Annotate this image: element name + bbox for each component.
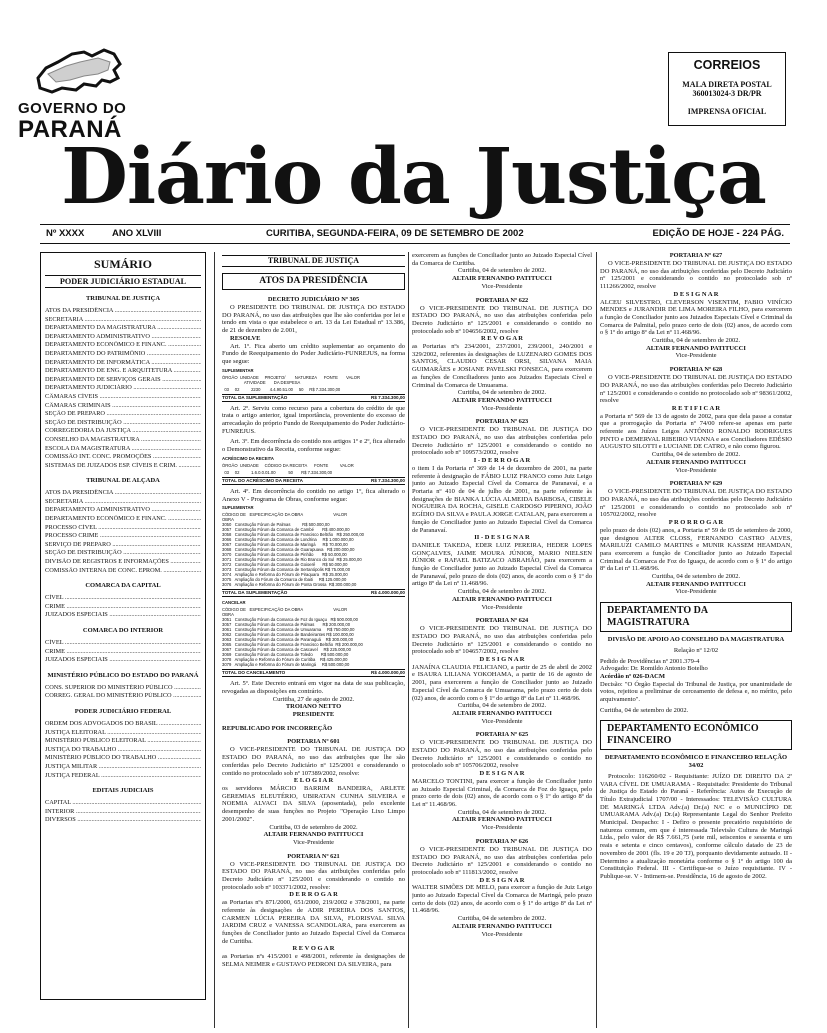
signer-altair: ALTAIR FERNANDO PATITUCCI xyxy=(646,344,746,352)
table3-total xyxy=(222,589,405,597)
portaria-622-date: Curitiba, 04 de setembro de 2002. xyxy=(457,389,547,397)
toc-item[interactable]: CRIME ..... xyxy=(45,648,201,657)
toc-item[interactable]: CORREGEDORIA DA JUSTIÇA ..... xyxy=(45,427,201,436)
toc-item[interactable]: DEPARTAMENTO DE INFORMÁTICA ..... xyxy=(45,359,201,368)
table4-label: CANCELAR xyxy=(222,600,246,606)
pedido-providencias: Pedido de Providências nº 2001.379-4 xyxy=(600,657,700,665)
decreto-title: DECRETO JUDICIÁRIO Nº 305 xyxy=(267,296,360,303)
portaria-601-text2: os servidores MÁRCIO BARRIM BANDEIRA, ARLETE GEREMIAS ELEUTÉRIO, UBIRATAN CUNHA SILVEIRA e NOEMIA ALVACI DA SILVA (aposentada), pelo excelente desempenho de suas funções no Projeto "Operação Lixo Limpo 2001/2002". xyxy=(222,784,405,823)
table-of-contents xyxy=(45,295,201,825)
dept-economico-subtitle: DEPARTAMENTO ECONÔMICO E FINANCEIRO RELAÇÃO 34/02 xyxy=(604,754,788,770)
table2-total-value: R$ 7.334.300,00 xyxy=(371,477,405,483)
toc-item[interactable]: ATOS DA PRESIDÊNCIA ..... xyxy=(45,307,201,316)
portaria-601-word: E L O G I A R xyxy=(293,777,334,785)
decreto-intro: O PRESIDENTE DO TRIBUNAL DE JUSTIÇA DO ESTADO DO PARANÁ, no uso das atribuições que lhe são conferidas por lei e tendo em vista o que estabelece o art. 13 da Lei Estadual nº 13.386, de 21 de dezembro de 2.001, xyxy=(222,304,405,335)
toc-item[interactable]: CRIME ..... xyxy=(45,603,201,612)
toc-item[interactable]: DIVISÃO DE REGISTROS E INFORMAÇÕES ..... xyxy=(45,558,201,567)
masthead-title: Diário da Justiça xyxy=(61,132,766,222)
correios-line2: 360013024-3 DR/PR xyxy=(692,89,762,98)
toc-item[interactable]: DEPARTAMENTO DE ENG. E ARQUITETURA ..... xyxy=(45,367,201,376)
table1-total xyxy=(222,394,405,402)
portaria-626-word: D E S I G N A R xyxy=(479,876,525,884)
toc-item[interactable]: DEPARTAMENTO DE SERVIÇOS GERAIS ..... xyxy=(45,376,201,385)
portaria-621-text1: O VICE-PRESIDENTE DO TRIBUNAL DE JUSTIÇA DO ESTADO DO PARANÁ, no uso das atribuições conferidas pelo Decreto Judiciário nº 125/2001 e considerando o contido no protocolado sob nº 103371/2002, resolve: xyxy=(222,860,405,891)
portaria-601-date: Curitiba, 03 de setembro de 2002. xyxy=(269,823,358,831)
portaria-623-word: I - D E R R O G A R xyxy=(473,457,531,465)
toc-item[interactable]: DEPARTAMENTO DA MAGISTRATURA ..... xyxy=(45,324,201,333)
portaria-626-date: Curitiba, 04 de setembro de 2002. xyxy=(457,915,547,923)
decreto-art5: Art. 5º. Este Decreto entrará em vigor na data de sua publicação, revogadas as disposições em contrário. xyxy=(222,680,405,695)
portaria-627-date: Curitiba, 04 de setembro de 2002. xyxy=(651,337,741,345)
toc-item[interactable]: MINISTÉRIO PÚBLICO ELEITORAL ..... xyxy=(45,737,201,746)
toc-item[interactable]: DEPARTAMENTO ECONÔMICO E FINANC. ..... xyxy=(45,341,201,350)
toc-item[interactable]: JUSTIÇA ELEITORAL ..... xyxy=(45,729,201,738)
signer-altair-role: Vice-Presidente xyxy=(481,282,523,290)
portaria-628-title: PORTARIA Nº 628 xyxy=(669,366,723,374)
toc-item[interactable]: CONSELHO DA MAGISTRATURA ..... xyxy=(45,436,201,445)
toc-item[interactable]: ESCOLA DA MAGISTRATURA ..... xyxy=(45,445,201,454)
column-divider xyxy=(214,252,215,1028)
portaria-622-text1: O VICE-PRESIDENTE DO TRIBUNAL DE JUSTIÇA DO ESTADO DO PARANÁ, no uso das atribuições conferidas pelo Decreto Judiciário nº 125/2001 e considerando o contido no protocolado sob nº 104656/2002, resolve xyxy=(412,304,592,335)
dept-mag-date: Curitiba, 04 de setembro de 2002. xyxy=(600,706,689,714)
portaria-628-text2: a Portaria nº 569 de 13 de agosto de 2002, para que dela passe a constar que a prorrogação da Portaria nº 74/00 refere-se apenas em parte referente aos Juízes Leigos ANTÔNIO RONALDO RODRIGUES PINTO e DEMERVAL RIBEIRO VIANNA e aos Conciliadores EDÉSIO AUGUSTO SILOTTI e LUCIANE DE CATRO, e não como figurou. xyxy=(600,412,792,451)
correios-line1: MALA DIRETA POSTAL xyxy=(682,80,772,89)
toc-item[interactable]: JUSTIÇA DO TRABALHO ..... xyxy=(45,746,201,755)
toc-item[interactable]: CÂMARAS CRIMINAIS ..... xyxy=(45,402,201,411)
table3-total-label: TOTAL DA SUPLEMENTAÇÃO xyxy=(222,590,288,596)
toc-section-title: PODER JUDICIÁRIO FEDERAL xyxy=(74,707,172,715)
toc-item[interactable]: ATOS DA PRESIDÊNCIA ..... xyxy=(45,489,201,498)
column-divider xyxy=(596,252,597,1028)
portaria-623-title: PORTARIA Nº 623 xyxy=(475,418,529,426)
gov-line1: GOVERNO DO xyxy=(18,100,127,117)
toc-item[interactable]: SEÇÃO DE DISTRIBUIÇÃO ..... xyxy=(45,419,201,428)
decisao: Decisão: "O Órgão Especial do Tribunal de Justiça, por unanimidade de votos, rejeitou a preliminar de cerceamento de defesa e, no mérito, pelo arquivamento". xyxy=(600,680,792,704)
portaria-621-text3: as Portarias nºs 415/2001 e 498/2001, referente às designações de SELMA NEIMER e GUSTAVO PEDRONI DA SILVEIRA, para xyxy=(222,953,405,968)
toc-item[interactable]: JUIZADOS ESPECIAIS ..... xyxy=(45,656,201,665)
portaria-621-word2: R E V O G A R xyxy=(292,945,335,953)
portaria-625-word: D E S I G N A R xyxy=(479,770,525,778)
portaria-629-text1: O VICE-PRESIDENTE DO TRIBUNAL DE JUSTIÇA DO ESTADO DO PARANÁ, no uso das atribuições conferidas pelo Decreto Judiciário nº 125/2001 e considerando o contido no protocolado sob nº 105702/2002, resolve xyxy=(600,488,792,519)
toc-item[interactable]: DEPARTAMENTO JUDICIÁRIO ..... xyxy=(45,384,201,393)
portaria-624-title: PORTARIA Nº 624 xyxy=(475,617,529,625)
signer-altair: ALTAIR FERNANDO PATITUCCI xyxy=(452,595,552,603)
portaria-628-date: Curitiba, 04 de setembro de 2002. xyxy=(651,451,741,459)
decreto-art3: Art. 3º. Em decorrência do contido nos artigos 1º e 2º, fica alterado o Demonstrativo da Receita, conforme segue: xyxy=(222,438,405,454)
table1-header: ÓRGÃO UNIDADE PROJETO/ NATUREZA FONTE VALOR ATIVIDADE DA DESPESA xyxy=(222,374,360,385)
toc-item[interactable]: DEPARTAMENTO DO PATRIMÔNIO ..... xyxy=(45,350,201,359)
portaria-629-text2: pelo prazo de dois (02) anos, a Portaria nº 59 de 05 de setembro de 2000, que designou ALTER CLOSS, FERNANDO CASTRO ALVES, MARILUZI CAMILO MARTINS e MUNIR KASSEM HEAMDAN, para exercerem a função de Conciliador junto ao Juizado Especial Criminal da Comarca de Foz do Iguaçu, de acordo com o § 1º do artigo 8º da Lei nº 11.468/96. xyxy=(600,526,792,573)
toc-item[interactable]: SEÇÃO DE PREPARO ..... xyxy=(45,410,201,419)
decreto-resolve: RESOLVE xyxy=(230,334,261,342)
toc-item[interactable]: ORDEM DOS ADVOGADOS DO BRASIL ..... xyxy=(45,720,201,729)
continuation-date: Curitiba, 04 de setembro de 2002. xyxy=(457,267,547,275)
toc-item[interactable]: JUSTIÇA MILITAR ..... xyxy=(45,763,201,772)
portaria-621-word: D E R R O G A R xyxy=(289,891,338,899)
table2-total xyxy=(222,477,405,485)
portaria-628-text1: O VICE-PRESIDENTE DO TRIBUNAL DE JUSTIÇA DO ESTADO DO PARANÁ, no uso das atribuições conferidas pelo Decreto Judiciário nº 125/2001 e considerando o contido no protocolado sob nº 98361/2002, resolve xyxy=(600,374,792,405)
portaria-624-date: Curitiba, 04 de setembro de 2002. xyxy=(457,702,547,710)
portaria-623-text3: DANIELE TAKEDA, EDER LUIZ PEREIRA, HEDER LOPES GONÇALVES, JAIME MOURA JÚNIOR, MARIO NIELSEN JÚNIOR e RAFAEL BATIZACO ABRAHÃO, para exercerem a função de Conciliador junto ao Juizado Especial Cível da Comarca de Paranavaí, pelo prazo de dois (02) anos, de acordo com o § 1º do artigo 8º da Lei nº 11.468/96. xyxy=(412,541,592,588)
portaria-625-text1: O VICE-PRESIDENTE DO TRIBUNAL DE JUSTIÇA DO ESTADO DO PARANÁ, no uso das atribuições conferidas pelo Decreto Judiciário nº 125/2001 e considerando o contido no protocolado sob nº 105706/2002, resolve xyxy=(412,739,592,770)
signer-altair-role: Vice-Presidente xyxy=(675,466,717,474)
signer-altair-role: Vice-Presidente xyxy=(481,603,523,611)
toc-item[interactable]: DEPARTAMENTO ADMINISTRATIVO ..... xyxy=(45,333,201,342)
table1-total-label: TOTAL DA SUPLEMENTAÇÃO xyxy=(222,394,288,400)
governo-parana-logo xyxy=(18,40,148,143)
signer-altair: ALTAIR FERNANDO PATITUCCI xyxy=(646,580,746,588)
table3-rows: CÓDIGO DE ESPECIFICAÇÃO DA OBRA VALOR OBRA 3050 Construção Fórum de Palmas R$ 500.000,00 3057 Construção Fórum da Comarca de Cambé R$ 400.000,00 3058 Construção Fórum da Comarca de Francisco Beltrão R$ 250.000,00 3066 Construção Fórum da Comarca de Londrina R$ 1.000.000,00 3067 Construção Fórum da Comarca de Maringá R$ 70.000,00 3068 Construção Fórum da Comarca de Guarapuava R$ 200.000,00 3070 Construção Fórum da Comarca de Pinhão R$ 50.000,00 3071 Construção Fórum da Comarca de Rio Branco do Sul R$ 25.000,00 3072 Construção Fórum da Comarca de Goioerê R$ 50.000,00 3073 Construção Fórum da Comarca de Sertanópolis R$ 75.000,00 3074 Ampliação e Reforma do Fórum de Piraquara R$ 25.000,00 3075 Ampliação do Fórum da Comarca de Ibaiti R$ 125.000,00 3076 Ampliação e Reforma do Fórum de Ponta Grossa R$ 300.000,00 xyxy=(222,512,364,588)
portaria-623-word2: II - D E S I G N A R xyxy=(474,534,530,542)
signer-altair-role: Vice-Presidente xyxy=(675,352,717,360)
toc-section-title: COMARCA DA CAPITAL xyxy=(85,582,161,590)
dept-magistratura-title: DEPARTAMENTO DA MAGISTRATURA xyxy=(600,602,792,632)
portaria-623-text1: O VICE-PRESIDENTE DO TRIBUNAL DE JUSTIÇA DO ESTADO DO PARANÁ, no uso das atribuições conferidas pelo Decreto Judiciário nº 125/2001 e considerando o contido no protocolado sob nº 109573/2002, resolve xyxy=(412,426,592,457)
toc-item[interactable]: SEÇÃO DE DISTRIBUIÇÃO ..... xyxy=(45,549,201,558)
portaria-629-title: PORTARIA Nº 629 xyxy=(669,480,723,488)
table1-label: SUPLEMENTAR xyxy=(222,367,254,373)
portaria-622-title: PORTARIA Nº 622 xyxy=(475,296,529,304)
toc-item[interactable]: JUIZADOS ESPECIAIS ..... xyxy=(45,611,201,620)
column-3 xyxy=(412,252,592,1028)
table2-total-label: TOTAL DO ACRÉSCIMO DA RECEITA xyxy=(222,477,303,483)
portaria-625-date: Curitiba, 04 de setembro de 2002. xyxy=(457,808,547,816)
portaria-623-date: Curitiba, 04 de setembro de 2002. xyxy=(457,588,547,596)
portaria-627-text1: O VICE-PRESIDENTE DO TRIBUNAL DE JUSTIÇA DO ESTADO DO PARANÁ, no uso das atribuições conferidas pelo Decreto Judiciário nº 125/2001 e considerando o contido no protocolado sob nº 111266/2002, resolve xyxy=(600,260,792,291)
toc-item[interactable]: SERVIÇO DE PREPARO ..... xyxy=(45,541,201,550)
toc-item[interactable]: CÍVEL ..... xyxy=(45,594,201,603)
toc-section-title: TRIBUNAL DE ALÇADA xyxy=(86,477,160,485)
toc-section-title: COMARCA DO INTERIOR xyxy=(82,627,164,634)
toc-item[interactable]: CORREG. GERAL DO MINISTÉRIO PÚBLICO ..... xyxy=(45,692,201,701)
edition-date: CURITIBA, SEGUNDA-FEIRA, 09 DE SETEMBRO DE 2002 xyxy=(266,228,524,239)
portaria-601-title: PORTARIA Nº 601 xyxy=(287,738,340,746)
toc-item[interactable]: DIVERSOS ..... xyxy=(45,816,201,825)
portaria-623-text2: o item I da Portaria nº 369 de 14 de dezembro de 2001, na parte referente à designação de FÁBIO LUIZ FRANCO como Juiz Leigo junto ao Juizado Especial Cível da Comarca de Paranavaí, e a Portaria nº 410 de 04 de julho de 2001, na parte referente às designações de BIANKA LÚCIA ALMEIDA BARBOSA, CIBELE NOGUEIRA DA ROCHA, GISELE CARDOSO PIPERNO, JOÃO EGÍDIO DA SILVA e PAULA JORGE CATALAN, para exercerem a função de Conciliador junto ao Juizado Especial Cível da Comarca de Paranavaí. xyxy=(412,464,592,534)
atos-title: ATOS DA PRESIDÊNCIA xyxy=(222,273,405,290)
table1-row: 03 02 2230 4.4.90.51.00 50 R$ 7.334.300,00 xyxy=(222,386,341,392)
acordao: Acórdão nº 026-DACM xyxy=(600,672,665,680)
table3-label: SUPLEMENTAR xyxy=(222,505,254,511)
toc-item[interactable]: DEPARTAMENTO ADMINISTRATIVO ..... xyxy=(45,506,201,515)
column-divider xyxy=(408,252,409,1028)
toc-item[interactable]: JUSTIÇA FEDERAL ..... xyxy=(45,772,201,781)
sumario-title: SUMÁRIO xyxy=(93,257,152,271)
toc-item[interactable]: CÍVEL ..... xyxy=(45,639,201,648)
divisao-title: DIVISÃO DE APOIO AO CONSELHO DA MAGISTRATURA xyxy=(607,636,785,644)
table3-total-value: R$ 4.000.000,00 xyxy=(371,590,405,596)
portaria-629-date: Curitiba, 04 de setembro de 2002. xyxy=(651,573,741,581)
table4-total-label: TOTAL DO CANCELAMENTO xyxy=(222,670,286,676)
correios-box xyxy=(668,52,786,126)
toc-item[interactable]: MINISTÉRIO PÚBLICO DO TRABALHO ..... xyxy=(45,754,201,763)
tribunal-title: TRIBUNAL DE JUSTIÇA xyxy=(222,255,405,267)
decreto-art1: Art. 1º. Fica aberto um crédito suplementar ao orçamento do Fundo de Reequipamento do Poder Judiciário-FUNREJUS, na forma que segue: xyxy=(222,342,405,365)
toc-item[interactable]: COMISSÃO INT. CONC. PROMOÇÕES ..... xyxy=(45,453,201,462)
portaria-601-text1: O VICE-PRESIDENTE DO TRIBUNAL DE JUSTIÇA DO ESTADO DO PARANÁ, no uso das atribuições que lhe são conferidas pelo Decreto Judiciário nº 125/2001 e considerando o contido no protocolado sob nº 107389/2002, resolve: xyxy=(222,746,405,777)
toc-item[interactable]: COMISSÃO INTERNA DE CONC. EPROM. ..... xyxy=(45,567,201,576)
column-2 xyxy=(222,252,405,1028)
table4-total xyxy=(222,669,405,677)
signer-altair: ALTAIR FERNANDO PATITUCCI xyxy=(452,396,552,404)
signer-altair-role: Vice-Presidente xyxy=(292,838,335,846)
portaria-622-text2: as Portarias nºs 234/2001, 237/2001, 239/2001, 240/2001 e 329/2002, referentes às designações de LUZENARO GOMES DOS SANTOS, CLAUDIO CESAR ORSI, SILVANA MAIA GUIMARÃES e JOSIANE PAVELSKI FONSECA, para exercerem as funções de Conciliadores junto aos Juizados Especiais Cível e Criminal da Comarca de Umuarama. xyxy=(412,343,592,389)
edition-pages: EDIÇÃO DE HOJE - 224 PÁG. xyxy=(652,228,784,239)
decreto-art4: Art. 4º. Em decorrência do contido no artigo 1º, fica alterado o Anexo V - Programa de Obras, conforme segue: xyxy=(222,487,405,503)
portaria-626-text1: O VICE-PRESIDENTE DO TRIBUNAL DE JUSTIÇA DO ESTADO DO PARANÁ, no uso das atribuições conferidas pelo Decreto Judiciário nº 125/2001 e considerando o contido no protocolado sob nº 111813/2002, resolve xyxy=(412,845,592,876)
table4-rows: CÓDIGO DE ESPECIFICAÇÃO DA OBRA VALOR OBRA 3051 Construção Fórum da Comarca de Foz do Iguaçu R$ 500.000,00 3057 Construção Fórum da Comarca de Palmas R$ 200.000,00 3061 Construção Fórum da Comarca de Umuarama R$ 750.000,00 3062 Construção Fórum da Comarca de Bandeirantes R$ 100.000,00 3063 Construção Fórum da Comarca de Paranaguá R$ 300.000,00 3065 Construção Fórum da Comarca de Francisco Beltrão R$ 200.000,00 3067 Construção Fórum da Comarca de Cascavel R$ 225.000,00 3069 Construção Fórum da Comarca de Toledo R$ 500.000,00 3078 Ampliação e Reforma do Fórum de Curitiba R$ 425.000,00 3079 Ampliação e Reforma do Fórum de Maringá R$ 500.000,00 xyxy=(222,607,363,668)
signer-altair: ALTAIR FERNANDO PATITUCCI xyxy=(452,922,552,930)
portaria-627-text2: ALCEU SILVESTRO, CLEVERSON VISENTIM, FABIO VINÍCIO MENDES e JURANDIR DE LIMA MOREIRA FILHO, para exercerem a função de Conciliador junto aos Juizados Especiais Cível e Criminal da Comarca de Palmital, pelo prazo certo de dois (02) anos, de acordo com o § 1º do artigo 8º da Lei nº 11.468/96. xyxy=(600,298,792,337)
edition-year: ANO XLVIII xyxy=(112,228,162,239)
table4-total-value: R$ 4.000.000,00 xyxy=(371,670,405,676)
portaria-628-word: R E T I F I C A R xyxy=(671,404,721,412)
portaria-627-title: PORTARIA Nº 627 xyxy=(669,252,723,259)
relacao-number: Relação nº 12/02 xyxy=(673,646,719,654)
toc-item[interactable]: CONS. SUPERIOR DO MINISTÉRIO PÚBLICO ..... xyxy=(45,684,201,693)
toc-item[interactable]: CAPITAL ..... xyxy=(45,799,201,808)
signer-altair-role: Vice-Presidente xyxy=(481,930,523,938)
sumario-column xyxy=(40,252,206,1022)
correios-line3: IMPRENSA OFICIAL xyxy=(687,107,767,116)
protocolo-text: Protocolo: 116260/02 - Requisitante: JUÍZO DE DIREITO DA 2ª VARA CÍVEL DE UMUARAMA - Requisitado: Presidente do Tribunal de Justiça do Estado do Paraná - Referência: Autos de Execução de Título Extrajudicial 1707/00 - Interessados: TELEVISÃO CULTURA DE MARINGÁ LTDA Adv.(a) Dr.(a) N/C e o MUNICÍPIO DE UMUARAMA Adv.(a) Dr.(a) Representante Legal do Senhor Prefeito Municipal. Despacho: I - Defiro o presente precatório requisitório de natureza comum, em que é interessada Televisão Cultura de Maringá Ltda., pelo valor de R$ 7.661,75 (sete mil, seiscentos e sessenta e um reais e setenta e cinco centavos), conforme cálculo datado de 23 de novembro de 2001 (fls. 19 e 20 TJ), porquanto devidamente autuado. II - Determino a atualização monetária conforme o § 1º do artigo 100 da Constituição Federal. III - Certifique-se o Juízo requisitante. IV - Publique-se. V - Intimem-se. Presidência, 16 de agosto de 2002. xyxy=(600,772,792,880)
column-4 xyxy=(600,252,792,1028)
portaria-625-title: PORTARIA Nº 625 xyxy=(475,731,529,739)
portaria-624-word: D E S I G N A R xyxy=(479,656,525,664)
portaria-625-text2: MARCELO TONTINI, para exercer a função de Conciliador junto ao Juizado Especial Criminal, da Comarca de Foz do Iguaçu, pelo prazo certo de dois (02) anos, de acordo com o § 1º do artigo 8º da Lei nº 11.468/96. xyxy=(412,777,592,808)
dept-economico-title: DEPARTAMENTO ECONÔMICO FINANCEIRO xyxy=(600,720,792,750)
toc-section-title: EDITAIS JUDICIAIS xyxy=(92,787,154,795)
toc-item[interactable]: PROCESSO CÍVEL ..... xyxy=(45,524,201,533)
toc-section-title: MINISTÉRIO PÚBLICO DO ESTADO DO PARANÁ xyxy=(47,671,199,679)
correios-title: CORREIOS xyxy=(693,58,761,72)
signer-troiano: TROIANO NETTO xyxy=(285,703,342,711)
toc-item[interactable]: SECRETARIA ..... xyxy=(45,316,201,325)
table2-label: ACRÉSCIMO DA RECEITA xyxy=(222,455,274,461)
toc-item[interactable]: SISTEMAS DE JUIZADOS ESP. CÍVEIS E CRIM. ..... xyxy=(45,462,201,471)
portaria-621-text2: as Portarias nºs 871/2000, 651/2000, 219/2002 e 378/2001, na parte referente às designações de ADIR PEREIRA DOS SANTOS, CARMEN LÚCIA PEREIRA DA SILVA, FLORISVAL SILVA JARDIM CRUZ e VANESSA SCANDOLARA, para exercerem as funções de Conciliador junto ao Juizado Especial Cível da Comarca de Curitiba. xyxy=(222,899,405,945)
portaria-621-title: PORTARIA Nº 621 xyxy=(287,852,340,860)
sumario-head: PODER JUDICIÁRIO ESTADUAL xyxy=(45,275,201,288)
signer-troiano-role: PRESIDENTE xyxy=(292,711,335,719)
signer-altair: ALTAIR FERNANDO PATITUCCI xyxy=(263,831,364,839)
portaria-629-word: P R O R R O G A R xyxy=(668,519,724,527)
signer-altair: ALTAIR FERNANDO PATITUCCI xyxy=(452,275,552,283)
signer-altair: ALTAIR FERNANDO PATITUCCI xyxy=(646,458,746,466)
decreto-date: Curitiba, 27 de agosto de 2002. xyxy=(272,695,355,703)
signer-altair: ALTAIR FERNANDO PATITUCCI xyxy=(452,816,552,824)
toc-item[interactable]: SECRETARIA ..... xyxy=(45,498,201,507)
toc-item[interactable]: PROCESSO CRIME ..... xyxy=(45,532,201,541)
decreto-art2: Art. 2º. Serviu como recurso para a cobertura do crédito de que trata o artigo anterior, igual importância, proveniente do excesso de arrecadação do próprio Fundo de Reequipamento do Poder Judiciário- FUNREJUS. xyxy=(222,404,405,435)
sumario-box xyxy=(40,252,206,1000)
edition-number: Nº XXXX xyxy=(46,228,85,239)
portaria-626-text2: WALTER SIMÕES DE MELO, para exercer a função de Juiz Leigo junto ao Juizado Especial Cível da Comarca de Maringá, pelo prazo certo de dois (02) anos, de acordo com o § 1º do artigo 8º da Lei nº 11.468/96. xyxy=(412,884,592,915)
signer-altair-role: Vice-Presidente xyxy=(481,717,523,725)
portaria-622-word: R E V O G A R xyxy=(480,335,524,343)
advogado: Advogado: Dr. Romildo Antonio Botelho xyxy=(600,665,708,673)
parana-map-icon xyxy=(18,40,128,100)
portaria-624-text1: O VICE-PRESIDENTE DO TRIBUNAL DE JUSTIÇA DO ESTADO DO PARANÁ, no uso das atribuições conferidas pelo Decreto Judiciário nº 125/2001 e considerando o contido no protocolado sob nº 104657/2002, resolve xyxy=(412,625,592,656)
portaria-626-title: PORTARIA Nº 626 xyxy=(475,837,529,845)
portaria-627-word: D E S I G N A R xyxy=(673,290,719,298)
continuation-text: exercerem as funções de Conciliador junto ao Juizado Especial Cível da Comarca de Curitiba. xyxy=(412,252,592,267)
republicado-note: REPUBLICADO POR INCORREÇÃO xyxy=(222,724,333,732)
table2-header: ÓRGÃO UNIDADE CÓDIGO DA RECEITA FONTE VALOR xyxy=(222,462,354,468)
table2-row: 03 02 1.6.0.0.01.00 50 R$ 7.334.300,00 xyxy=(222,469,333,475)
signer-altair-role: Vice-Presidente xyxy=(481,404,523,412)
toc-item[interactable]: INTERIOR ..... xyxy=(45,808,201,817)
toc-item[interactable]: CÂMARAS CÍVEIS ..... xyxy=(45,393,201,402)
gov-line2: PARANÁ xyxy=(18,116,122,143)
edition-bar xyxy=(40,224,790,244)
signer-altair: ALTAIR FERNANDO PATITUCCI xyxy=(452,709,552,717)
toc-section-title: TRIBUNAL DE JUSTIÇA xyxy=(85,295,161,302)
table1-total-value: R$ 7.334.300,00 xyxy=(371,394,405,400)
toc-item[interactable]: DEPARTAMENTO ECONÔMICO E FINANC. ..... xyxy=(45,515,201,524)
signer-altair-role: Vice-Presidente xyxy=(675,588,717,596)
signer-altair-role: Vice-Presidente xyxy=(481,824,523,832)
portaria-624-text2: JANAÍNA CLAUDIA FELICIANO, a partir de 25 de abril de 2002 e ISAURA LILIANA YOKOHAMA, a partir de 16 de agosto de 2001, para exercerem a função de Conciliador junto ao Juizado Especial Cível da Comarca de Umuarama, pelo prazo certo de dois (02) anos, de acordo com o § 1º do artigo 8º da Lei nº 11.468/96. xyxy=(412,663,592,702)
